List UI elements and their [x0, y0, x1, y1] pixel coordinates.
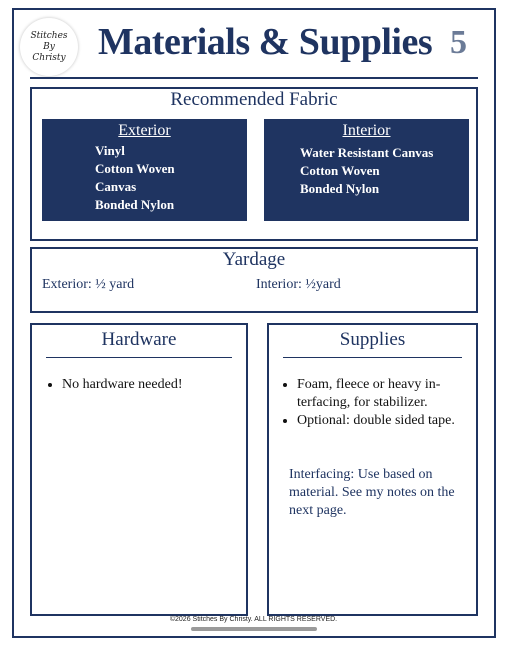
recommended-fabric-heading: Recommended Fabric — [170, 89, 338, 110]
horizontal-scrollbar[interactable] — [191, 627, 317, 631]
interfacing-note: Interfacing: Use based on material. See my notes on the next page. — [289, 467, 455, 518]
supplies-section — [267, 323, 478, 616]
interior-yardage: Interior: ½yard — [256, 277, 341, 292]
recommended-fabric-section — [30, 87, 478, 241]
interior-fabric-list — [264, 144, 469, 198]
hardware-list — [32, 376, 246, 394]
exterior-fabric-list — [42, 142, 247, 214]
interior-heading: Interior — [342, 122, 391, 139]
supplies-heading: Supplies — [339, 329, 406, 350]
logo-line-3: Christy — [32, 52, 66, 63]
list-item: Bonded Nylon — [95, 197, 175, 212]
list-item: Cotton Woven — [95, 161, 175, 176]
list-item: Canvas — [95, 179, 137, 194]
list-item: • Foam, fleece or heavy in-terfacing, for stabilizer. — [297, 376, 468, 412]
yardage-heading: Yardage — [222, 249, 286, 270]
list-item: Vinyl — [95, 143, 125, 158]
list-item: Bonded Nylon — [300, 181, 380, 196]
header-divider — [30, 77, 478, 79]
logo-line-2: By — [43, 41, 55, 52]
brand-logo — [20, 18, 78, 76]
list-item: • Optional: double sided tape. — [297, 412, 468, 430]
yardage-section — [30, 247, 478, 313]
page-number: 5 — [450, 24, 467, 61]
list-item: Water Resistant Canvas — [300, 145, 434, 160]
exterior-fabric-panel — [42, 119, 247, 221]
page-title: Materials & Supplies — [98, 21, 433, 63]
supplies-list — [269, 376, 476, 430]
list-item: • No hardware needed! — [62, 376, 246, 394]
exterior-heading: Exterior — [118, 122, 171, 139]
exterior-yardage: Exterior: ½ yard — [42, 277, 135, 292]
list-item: Cotton Woven — [300, 163, 380, 178]
logo-line-1: Stitches — [30, 30, 68, 41]
copyright-footer: ©2026 Stitches By Christy. ALL RIGHTS RESERVED. — [169, 616, 338, 623]
interior-fabric-panel — [264, 119, 469, 221]
hardware-heading: Hardware — [101, 329, 177, 350]
hardware-section — [30, 323, 248, 616]
hardware-divider — [46, 357, 232, 358]
supplies-divider — [283, 357, 462, 358]
